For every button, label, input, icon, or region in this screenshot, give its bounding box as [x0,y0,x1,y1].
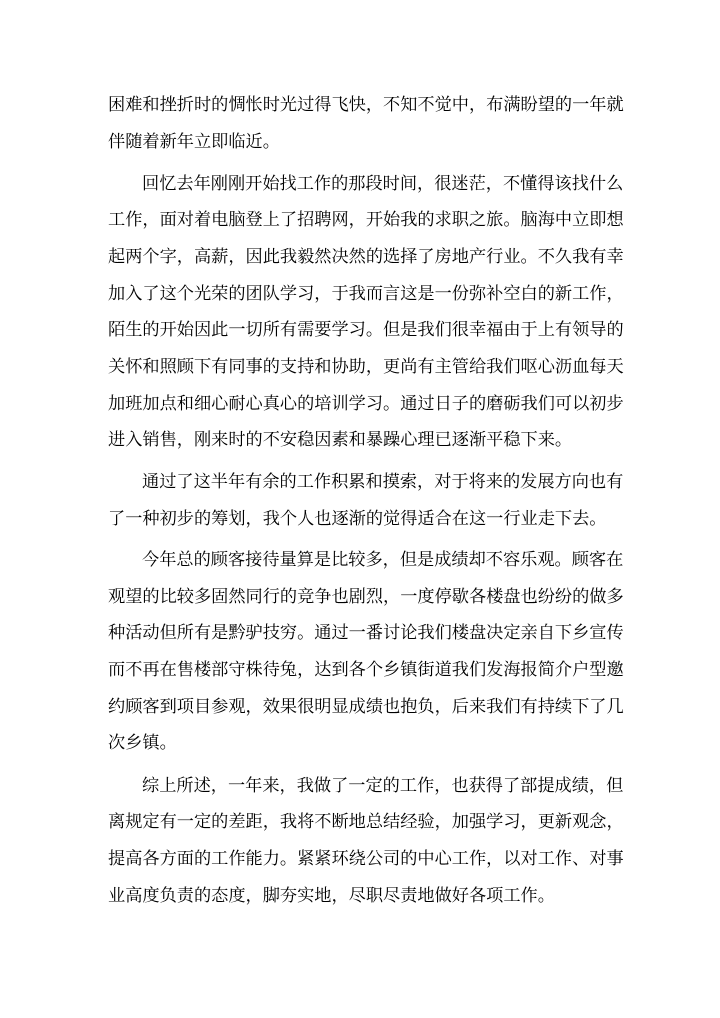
text-line: 加入了这个光荣的团队学习，于我而言这是一份弥补空白的新工作， [108,284,624,304]
text-line: 陌生的开始因此一切所有需要学习。但是我们很幸福由于上有领导的 [108,320,624,340]
text-line: 综上所述，一年来，我做了一定的工作，也获得了部提成绩，但 [142,776,624,796]
text-line: 困难和挫折时的惆怅时光过得飞快，不知不觉中，布满盼望的一年就 [108,95,624,115]
text-line: 约顾客到项目参观，效果很明显成绩也抱负，后来我们有持续下了几 [108,697,624,717]
text-line: 回忆去年刚刚开始找工作的那段时间，很迷茫，不懂得该找什么 [142,174,624,194]
text-line: 观望的比较多固然同行的竞争也剧烈，一度停歇各楼盘也纷纷的做多 [108,587,624,607]
text-line: 起两个字，高薪，因此我毅然决然的选择了房地产行业。不久我有幸 [108,247,624,267]
text-line: 提高各方面的工作能力。紧紧环绕公司的中心工作，以对工作、对事 [108,849,624,869]
text-line: 伴随着新年立即临近。 [108,132,280,152]
text-line: 离规定有一定的差距，我将不断地总结经验，加强学习，更新观念， [108,812,624,832]
text-line: 业高度负责的态度，脚夯实地，尽职尽责地做好各项工作。 [108,886,555,906]
text-line: 进入销售，刚来时的不安稳因素和暴躁心理已逐渐平稳下来。 [108,430,573,450]
text-line: 而不再在售楼部守株待兔，达到各个乡镇街道我们发海报简介户型邀 [108,660,624,680]
text-line: 通过了这半年有余的工作积累和摸索，对于将来的发展方向也有 [142,472,624,492]
text-line: 加班加点和细心耐心真心的培训学习。通过日子的磨砺我们可以初步 [108,394,624,414]
text-line: 工作，面对着电脑登上了招聘网，开始我的求职之旅。脑海中立即想 [108,210,624,230]
text-line: 关怀和照顾下有同事的支持和协助，更尚有主管给我们呕心沥血每天 [108,357,624,377]
text-line: 今年总的顾客接待量算是比较多，但是成绩却不容乐观。顾客在 [142,550,624,570]
text-line: 种活动但所有是黔驴技穷。通过一番讨论我们楼盘决定亲自下乡宣传 [108,623,624,643]
text-line: 了一种初步的筹划，我个人也逐渐的觉得适合在这一行业走下去。 [108,509,607,529]
text-line: 次乡镇。 [108,733,177,753]
